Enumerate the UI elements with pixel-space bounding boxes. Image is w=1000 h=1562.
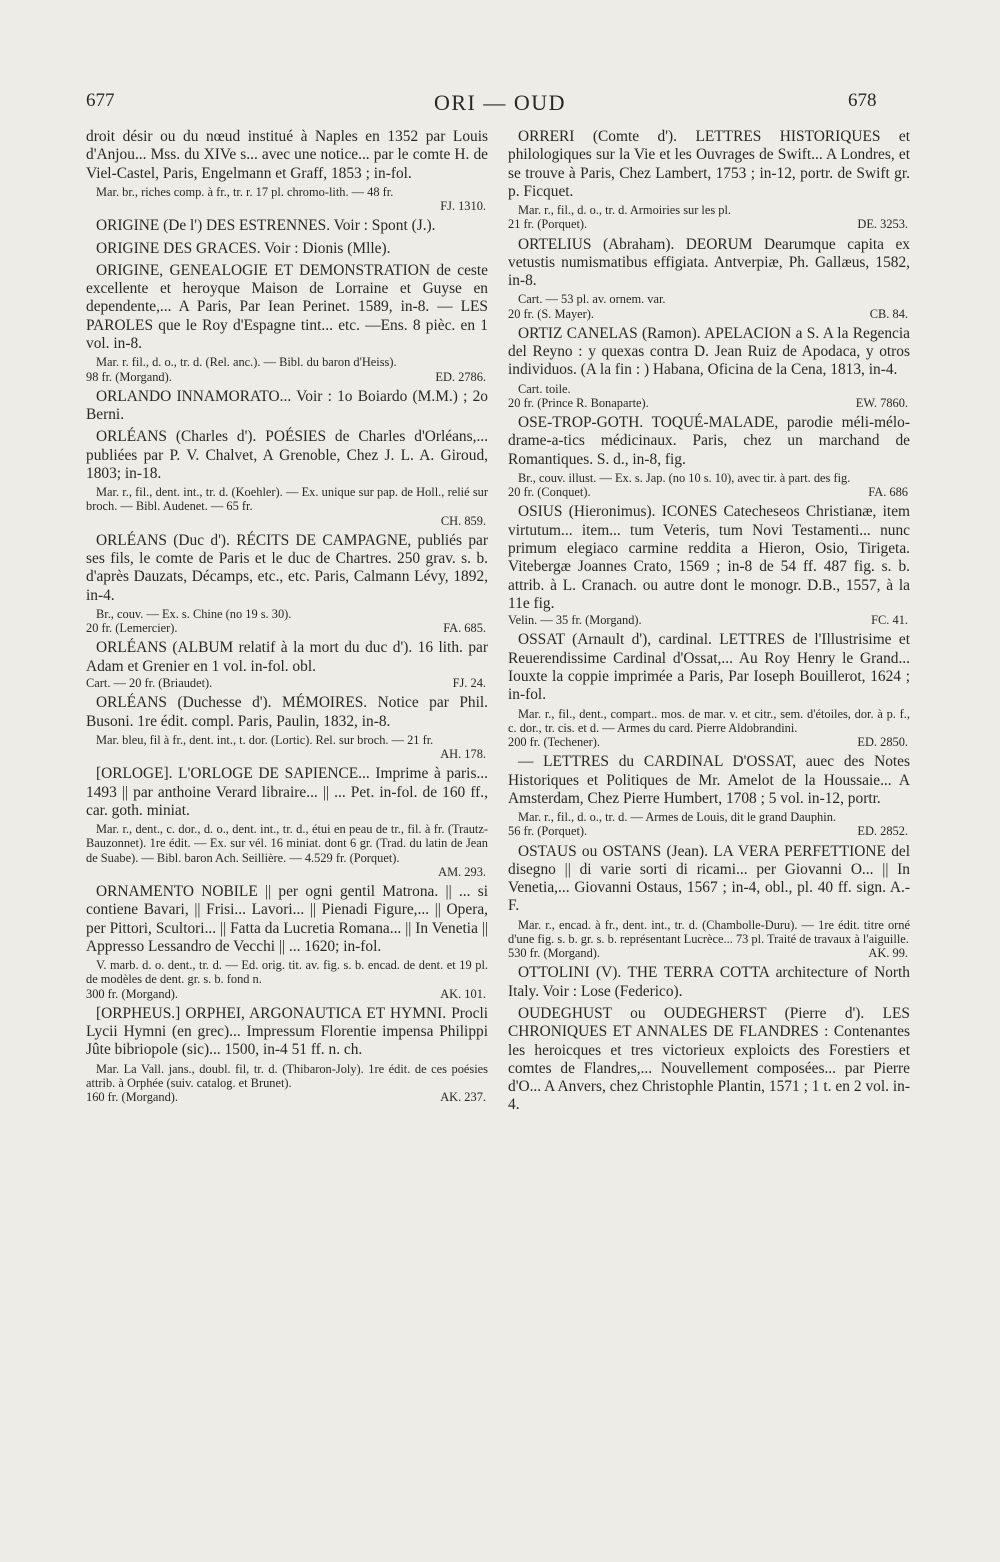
entry-heading: droit désir ou du nœud institué à Naples en 1352 par Louis d'Anjou... Mss. du XIVe s... avec une notice... par le comte H. de Viel-Castel, Paris, Engelmann et Graff, 1853 ; in-fol. — [86, 128, 488, 182]
catalog-entry — [86, 532, 488, 636]
catalog-entry — [86, 428, 488, 528]
entry-reference: CB. 84. — [869, 306, 908, 321]
entry-heading: OSSAT (Arnault d'), cardinal. LETTRES de l'Illustrisime et Reuerendissime Cardinal d'Ossat,... Au Roy Henry le Grand... Iouxte la coppie imprimée a Paris, Par Ioseph Bouillerot, 1624 ; in-fol. — [508, 631, 910, 704]
entry-price-row — [508, 217, 910, 231]
entry-heading: OSIUS (Hieronimus). ICONES Catecheseos Christianæ, item virtutum... item... tum Veteris, tum Novi Testamenti... nunc primum elegiaco carmine reddita a Hieron, Osio, Tirigeta. Vitebergæ Joannes Crato, 1569 ; in-8 de 54 ff. 487 fig. s. b. attrib. à L. Cranach. ou autre dont le monogr. D.B., 1557, à la 11e fig. — [508, 503, 910, 612]
entry-price-row — [508, 824, 910, 838]
entry-price-row — [86, 676, 488, 690]
catalog-entry — [508, 631, 910, 749]
entry-heading: ORLANDO INNAMORATO... Voir : 1o Boiardo (M.M.) ; 2o Berni. — [86, 387, 488, 424]
entry-price-row — [86, 987, 488, 1001]
entry-price-row — [508, 485, 910, 499]
entry-price: 56 fr. (Porquet). — [508, 824, 588, 839]
entry-price: 300 fr. (Morgand). — [86, 986, 178, 1001]
entry-note: V. marb. d. o. dent., tr. d. — Ed. orig. tit. av. fig. s. b. encad. de dent. et 19 pl. de modèles de dent. gr. s. b. fond n. — [86, 958, 488, 987]
catalog-entry — [86, 883, 488, 1001]
entry-heading: ORIGINE, GENEALOGIE ET DEMONSTRATION de ceste excellente et heroyque Maison de Lorraine et Guyse en dependente,... A Paris, Par Iean Perinet. 1589, in-8. — LES PAROLES que le Roy d'Espagne tint... etc. —Ens. 8 pièc. en 1 vol. in-8. — [86, 261, 488, 353]
entry-note: Mar. bleu, fil à fr., dent. int., t. dor. (Lortic). Rel. sur broch. — 21 fr. — [96, 732, 434, 747]
entry-heading: ORLÉANS (ALBUM relatif à la mort du duc d'). 16 lith. par Adam et Grenier en 1 vol. in-fol. obl. — [86, 639, 488, 675]
entry-heading: ORTIZ CANELAS (Ramon). APELACION a S. A la Regencia del Reyno : y quexas contra D. Jean Ruiz de Apodaca, y otros individuos. (A la fin : ) Habana, Oficina de la Cena, 1813, in-4. — [508, 324, 910, 379]
entry-heading: — LETTRES du CARDINAL D'OSSAT, auec des Notes Historiques et Politiques de Mr. Amelot de la Houssaie... A Amsterdam, Chez Pierre Humbert, 1708 ; 5 vol. in-12, portr. — [508, 753, 910, 807]
entry-price: 98 fr. (Morgand). — [86, 369, 172, 384]
entry-price-row — [86, 1090, 488, 1104]
entry-price-row — [86, 514, 488, 528]
catalog-entry — [508, 843, 910, 961]
catalog-entry — [86, 217, 488, 235]
catalog-entry — [86, 639, 488, 690]
entry-heading: ORTELIUS (Abraham). DEORUM Dearumque capita ex vetustis numismatibus effigiata. Antverpiæ, Ph. Gallæus, 1582, in-8. — [508, 235, 910, 290]
right-column — [508, 128, 910, 1119]
entry-price: 160 fr. (Morgand). — [86, 1090, 178, 1105]
running-head: ORI — OUD — [433, 90, 567, 115]
entry-price: 20 fr. (S. Mayer). — [508, 306, 595, 321]
entry-price: Cart. — 20 fr. (Briaudet). — [86, 676, 213, 691]
entry-price-row — [86, 865, 488, 879]
entry-reference: AH. 178. — [440, 747, 486, 762]
entry-reference: FC. 41. — [871, 613, 908, 628]
entry-price: 20 fr. (Lemercier). — [86, 621, 178, 636]
entry-reference: DE. 3253. — [857, 217, 908, 232]
entry-heading: ORLÉANS (Duc d'). RÉCITS DE CAMPAGNE, publiés par ses fils, le comte de Paris et le duc de Chartres. 250 grav. s. b. d'après Dauzats, Décamps, etc., etc. Paris, Calmann Lévy, 1892, in-4. — [86, 531, 488, 604]
entry-reference: FJ. 24. — [452, 676, 486, 691]
entry-note: Mar. r., dent., c. dor., d. o., dent. int., tr. d., étui en peau de tr., fil. à fr. (Trautz-Bauzonnet). 1re édit. — Ex. sur vél. 16 miniat. dont 6 gr. (Trad. du latin de Jean de Suabe). — Bibl. baron Ach. Seillière. — 4.529 fr. (Porquet). — [86, 822, 488, 865]
entry-price-row — [86, 747, 488, 761]
entry-price-row — [86, 370, 488, 384]
entry-note: Mar. r., encad. à fr., dent. int., tr. d. (Chambolle-Duru). — 1re édit. titre orné d'une fig. s. b. gr. s. b. représentant Lucrèce... 73 pl. Traité de travaux à l'aiguille. — [508, 917, 910, 946]
catalog-entry — [508, 325, 910, 410]
catalog-entry — [86, 128, 488, 213]
entry-heading: [ORLOGE]. L'ORLOGE DE SAPIENCE... Imprime à paris... 1493 || par anthoine Verard libraire... || ... Pet. in-fol. de 160 ff., car. goth. miniat. — [86, 765, 488, 819]
catalog-entry — [86, 388, 488, 425]
entry-price-row — [86, 621, 488, 635]
catalog-entry — [86, 240, 488, 258]
entry-price-row — [86, 199, 488, 213]
entry-note: Mar. br., riches comp. à fr., tr. r. 17 pl. chromo-lith. — 48 fr. — [96, 184, 394, 199]
entry-reference: CH. 859. — [440, 513, 486, 528]
entry-note: Mar. r., fil., d. o., tr. d. — Armes de Louis, dit le grand Dauphin. — [518, 810, 836, 825]
entry-reference: AK. 101. — [440, 986, 486, 1001]
entry-reference: AK. 99. — [868, 946, 908, 961]
entry-heading: ORLÉANS (Duchesse d'). MÉMOIRES. Notice par Phil. Busoni. 1re édit. compl. Paris, Paulin, 1832, in-8. — [86, 694, 488, 730]
entry-price-row — [508, 946, 910, 960]
entry-price: 21 fr. (Porquet). — [508, 217, 588, 232]
entry-heading: OSE-TROP-GOTH. TOQUÉ-MALADE, parodie méli-mélo-drame-a-tics médicinaux. Paris, chez un marchand de Romantiques. S. d., in-8, fig. — [508, 414, 910, 468]
entry-heading: OSTAUS ou OSTANS (Jean). LA VERA PERFETTIONE del disegno || di varie sorti di ricami... per Giovanni O... || In Venetia,... Giovanni Ostaus, 1567 ; in-4, obl., pl. 40 ff. sign. A.-F. — [508, 842, 910, 915]
catalog-entry — [508, 128, 910, 232]
catalog-entry — [508, 753, 910, 838]
entry-heading: ORIGINE DES GRACES. Voir : Dionis (Mlle). — [96, 239, 391, 257]
catalog-entry — [508, 964, 910, 1001]
entry-heading: OTTOLINI (V). THE TERRA COTTA architecture of North Italy. Voir : Lose (Federico). — [508, 964, 910, 1000]
entry-reference: FA. 685. — [443, 621, 486, 636]
entry-price-row — [508, 735, 910, 749]
entry-heading: ORIGINE (De l') DES ESTRENNES. Voir : Spont (J.). — [96, 217, 436, 235]
right-page-number: 678 — [848, 90, 877, 111]
entry-price: 20 fr. (Conquet). — [508, 485, 591, 500]
entry-reference: ED. 2850. — [857, 735, 908, 750]
catalog-entry — [508, 236, 910, 321]
entry-note: Cart. toile. — [518, 381, 571, 396]
entry-note: Br., couv. — Ex. s. Chine (no 19 s. 30). — [96, 607, 292, 622]
catalog-entry — [86, 1005, 488, 1105]
entry-reference: ED. 2786. — [435, 369, 486, 384]
entry-price-row — [508, 613, 910, 627]
entry-note: Mar. r., fil., dent. int., tr. d. (Koehler). — Ex. unique sur pap. de Holl., relié sur broch. — Bibl. Audenet. — 65 fr. — [86, 485, 488, 514]
entry-price-row — [508, 307, 910, 321]
entry-note: Cart. — 53 pl. av. ornem. var. — [518, 292, 666, 307]
entry-price: 200 fr. (Techener). — [508, 735, 601, 750]
catalog-entry — [508, 414, 910, 499]
entry-note: Mar. r., fil., dent., compart.. mos. de mar. v. et citr., sem. d'étoiles, dor. à p. f., c. dor., tr. cis. et d. — Armes du card. Pierre Aldobrandini. — [508, 706, 910, 735]
entry-note: Br., couv. illust. — Ex. s. Jap. (no 10 s. 10), avec tir. à part. des fig. — [518, 471, 851, 486]
entry-note: Mar. La Vall. jans., doubl. fil, tr. d. (Thibaron-Joly). 1re édit. de ces poésies attrib. à Orphée (suiv. catalog. et Brunet). — [86, 1061, 488, 1090]
catalog-entry — [86, 694, 488, 761]
entry-price: 530 fr. (Morgand). — [508, 946, 600, 961]
catalog-entry — [86, 765, 488, 879]
entry-heading: ORLÉANS (Charles d'). POÉSIES de Charles d'Orléans,... publiées par P. V. Chalvet, A Grenoble, Chez J. L. A. Giroud, 1803; in-18. — [86, 428, 488, 482]
entry-price: Velin. — 35 fr. (Morgand). — [508, 613, 642, 628]
catalog-entry — [508, 1005, 910, 1115]
entry-note: Mar. r., fil., d. o., tr. d. Armoiries sur les pl. — [518, 203, 732, 218]
entry-reference: ED. 2852. — [857, 824, 908, 839]
entry-heading: ORRERI (Comte d'). LETTRES HISTORIQUES et philologiques sur la Vie et les Ouvrages de Swift... A Londres, et se trouve à Paris, Chez Lambert, 1753 ; in-12, portr. de Swift gr. p. Ficquet. — [508, 128, 910, 200]
entry-reference: AM. 293. — [438, 864, 486, 879]
entry-heading: [ORPHEUS.] ORPHEI, ARGONAUTICA ET HYMNI. Procli Lycii Hymni (en grec)... Impressum Florentie impensa Philippi Jûte bibriopole (sic)... 1500, in-4 51 ff. n. ch. — [86, 1004, 488, 1059]
entry-note: Mar. r. fil., d. o., tr. d. (Rel. anc.). — Bibl. du baron d'Heiss). — [96, 355, 397, 370]
catalog-entry — [86, 262, 488, 384]
entry-heading: OUDEGHUST ou OUDEGHERST (Pierre d'). LES CHRONIQUES ET ANNALES DE FLANDRES : Contenantes les heroicques et tres victorieux exploicts des Forestiers et comtes de Flandres,... Nouvellement composées... par Pierre d'O... A Anvers, chez Christophle Plantin, 1571 ; 1 t. en 2 vol. in-4. — [508, 1004, 910, 1114]
entry-reference: FJ. 1310. — [440, 199, 486, 214]
entry-reference: FA. 686 — [868, 485, 908, 500]
left-page-number: 677 — [86, 90, 115, 111]
entry-price: 20 fr. (Prince R. Bonaparte). — [508, 395, 649, 410]
entry-reference: EW. 7860. — [855, 395, 908, 410]
left-column — [86, 128, 488, 1108]
entry-price-row — [508, 396, 910, 410]
entry-reference: AK. 237. — [440, 1090, 486, 1105]
catalog-entry — [508, 503, 910, 627]
entry-heading: ORNAMENTO NOBILE || per ogni gentil Matrona. || ... si contiene Bavari, || Frisi... Lavori... || Pienadi Figure,... || Opera, per Pittori, Scultori... || Fatta da Lucretia Romana... || In Venetia || Appresso Lessandro de Vecchi || ... 1620; in-fol. — [86, 882, 488, 955]
